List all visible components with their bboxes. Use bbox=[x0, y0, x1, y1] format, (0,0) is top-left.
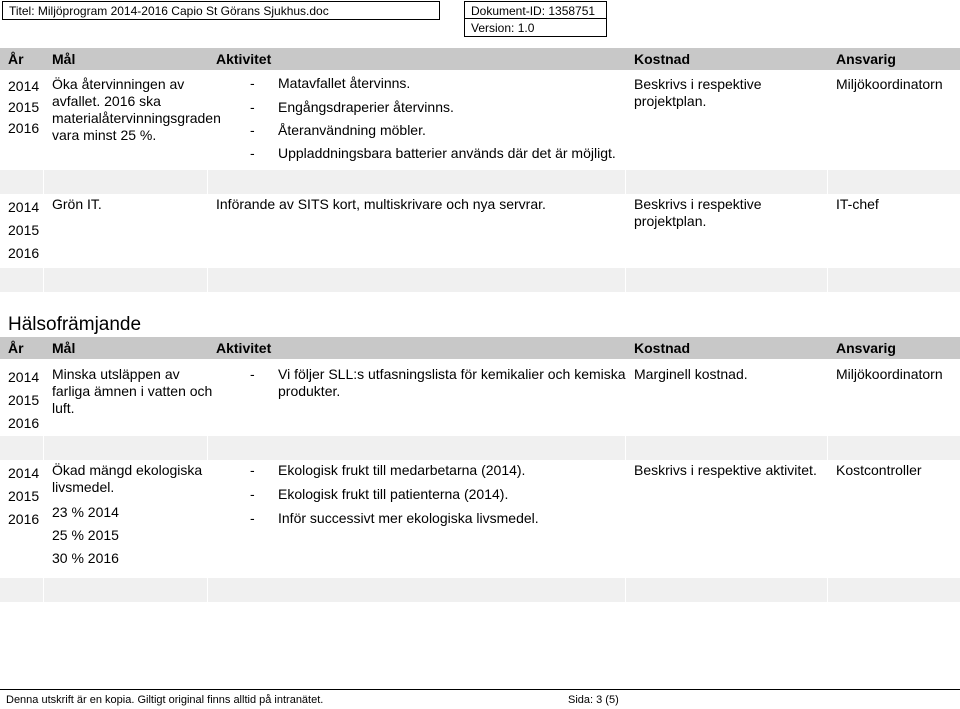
year: 2015 bbox=[8, 392, 40, 408]
col-responsible: Ansvarig bbox=[836, 340, 896, 356]
col-year: År bbox=[8, 340, 24, 356]
row-goal bbox=[52, 366, 212, 417]
row-separator bbox=[0, 578, 960, 602]
year: 2016 bbox=[8, 511, 40, 527]
goal-line: luft. bbox=[52, 400, 75, 416]
col-cost: Kostnad bbox=[634, 340, 690, 356]
footer-page-number: Sida: 3 (5) bbox=[568, 694, 619, 706]
bullet: - bbox=[250, 486, 255, 502]
goal-line: Öka återvinningen av bbox=[52, 76, 185, 92]
footer-divider bbox=[0, 689, 960, 690]
document-title: Titel: Miljöprogram 2014-2016 Capio St Görans Sjukhus.doc bbox=[2, 1, 440, 20]
row-goal: Grön IT. bbox=[52, 196, 102, 212]
activity-text: Uppladdningsbara batterier används där det är möjligt. bbox=[278, 145, 616, 161]
row-activity: Införande av SITS kort, multiskrivare och nya servrar. bbox=[216, 196, 546, 212]
year: 2014 bbox=[8, 78, 40, 94]
goal-line: materialåtervinningsgraden bbox=[52, 110, 221, 126]
bullet: - bbox=[250, 366, 255, 382]
bullet: - bbox=[250, 99, 255, 115]
cost-line: projektplan. bbox=[634, 93, 707, 109]
col-activity: Aktivitet bbox=[216, 51, 272, 67]
row-cost bbox=[634, 76, 762, 110]
row-responsible: Miljökoordinatorn bbox=[836, 76, 943, 92]
row-separator bbox=[0, 170, 960, 194]
row-goal bbox=[52, 462, 202, 496]
year: 2014 bbox=[8, 199, 40, 215]
goal-line: vara minst 25 %. bbox=[52, 127, 157, 143]
bullet: - bbox=[250, 145, 255, 161]
bullet: - bbox=[250, 122, 255, 138]
goal-line: Minska utsläppen av bbox=[52, 366, 180, 382]
activity-text: Engångsdraperier återvinns. bbox=[278, 99, 454, 115]
year: 2014 bbox=[8, 465, 40, 481]
year: 2016 bbox=[8, 120, 40, 136]
row-years bbox=[8, 76, 39, 139]
goal-target: 25 % 2015 bbox=[52, 527, 119, 543]
col-activity: Aktivitet bbox=[216, 340, 272, 356]
year: 2016 bbox=[8, 245, 40, 261]
row-years bbox=[8, 196, 39, 265]
col-cost: Kostnad bbox=[634, 51, 690, 67]
col-year: År bbox=[8, 51, 24, 67]
row-years bbox=[8, 366, 39, 435]
activity-text: Ekologisk frukt till medarbetarna (2014). bbox=[278, 462, 526, 478]
row-cost: Marginell kostnad. bbox=[634, 366, 748, 382]
row-separator bbox=[0, 436, 960, 460]
row-separator bbox=[0, 268, 960, 292]
bullet: - bbox=[250, 510, 255, 526]
goal-line: farliga ämnen i vatten och bbox=[52, 383, 213, 399]
row-responsible: IT-chef bbox=[836, 196, 879, 212]
year: 2016 bbox=[8, 415, 40, 431]
cost-line: Beskrivs i respektive bbox=[634, 76, 762, 92]
col-goal: Mål bbox=[52, 51, 76, 67]
goal-line: avfallet. 2016 ska bbox=[52, 93, 161, 109]
col-goal: Mål bbox=[52, 340, 76, 356]
activity-text: Vi följer SLL:s utfasningslista för kemikalier och kemiska bbox=[278, 366, 626, 382]
activity-text: Ekologisk frukt till patienterna (2014). bbox=[278, 486, 509, 502]
row-years bbox=[8, 462, 39, 531]
activity-text: Matavfallet återvinns. bbox=[278, 75, 411, 91]
activity-text: Återanvändning möbler. bbox=[278, 122, 426, 138]
footer-note: Denna utskrift är en kopia. Giltigt original finns alltid på intranätet. bbox=[6, 694, 324, 706]
bullet: - bbox=[250, 462, 255, 478]
activity-text: produkter. bbox=[278, 383, 341, 399]
table-header-1 bbox=[0, 48, 960, 70]
document-id: Dokument-ID: 1358751 bbox=[464, 1, 607, 20]
document-version: Version: 1.0 bbox=[464, 18, 607, 37]
year: 2015 bbox=[8, 99, 40, 115]
goal-line: livsmedel. bbox=[52, 479, 115, 495]
cost-line: projektplan. bbox=[634, 213, 707, 229]
col-responsible: Ansvarig bbox=[836, 51, 896, 67]
activity-text: Inför successivt mer ekologiska livsmedel. bbox=[278, 510, 539, 526]
goal-target: 23 % 2014 bbox=[52, 504, 119, 520]
row-responsible: Miljökoordinatorn bbox=[836, 366, 943, 382]
year: 2015 bbox=[8, 222, 40, 238]
goal-target: 30 % 2016 bbox=[52, 550, 119, 566]
goal-targets bbox=[52, 501, 119, 570]
row-goal bbox=[52, 76, 221, 144]
year: 2015 bbox=[8, 488, 40, 504]
cost-line: Beskrivs i respektive bbox=[634, 196, 762, 212]
row-responsible: Kostcontroller bbox=[836, 462, 922, 478]
goal-line: Ökad mängd ekologiska bbox=[52, 462, 203, 478]
year: 2014 bbox=[8, 369, 40, 385]
row-cost: Beskrivs i respektive aktivitet. bbox=[634, 462, 817, 478]
section-title: Hälsofrämjande bbox=[8, 314, 142, 335]
table-header-2 bbox=[0, 337, 960, 359]
bullet: - bbox=[250, 75, 255, 91]
row-cost bbox=[634, 196, 762, 230]
